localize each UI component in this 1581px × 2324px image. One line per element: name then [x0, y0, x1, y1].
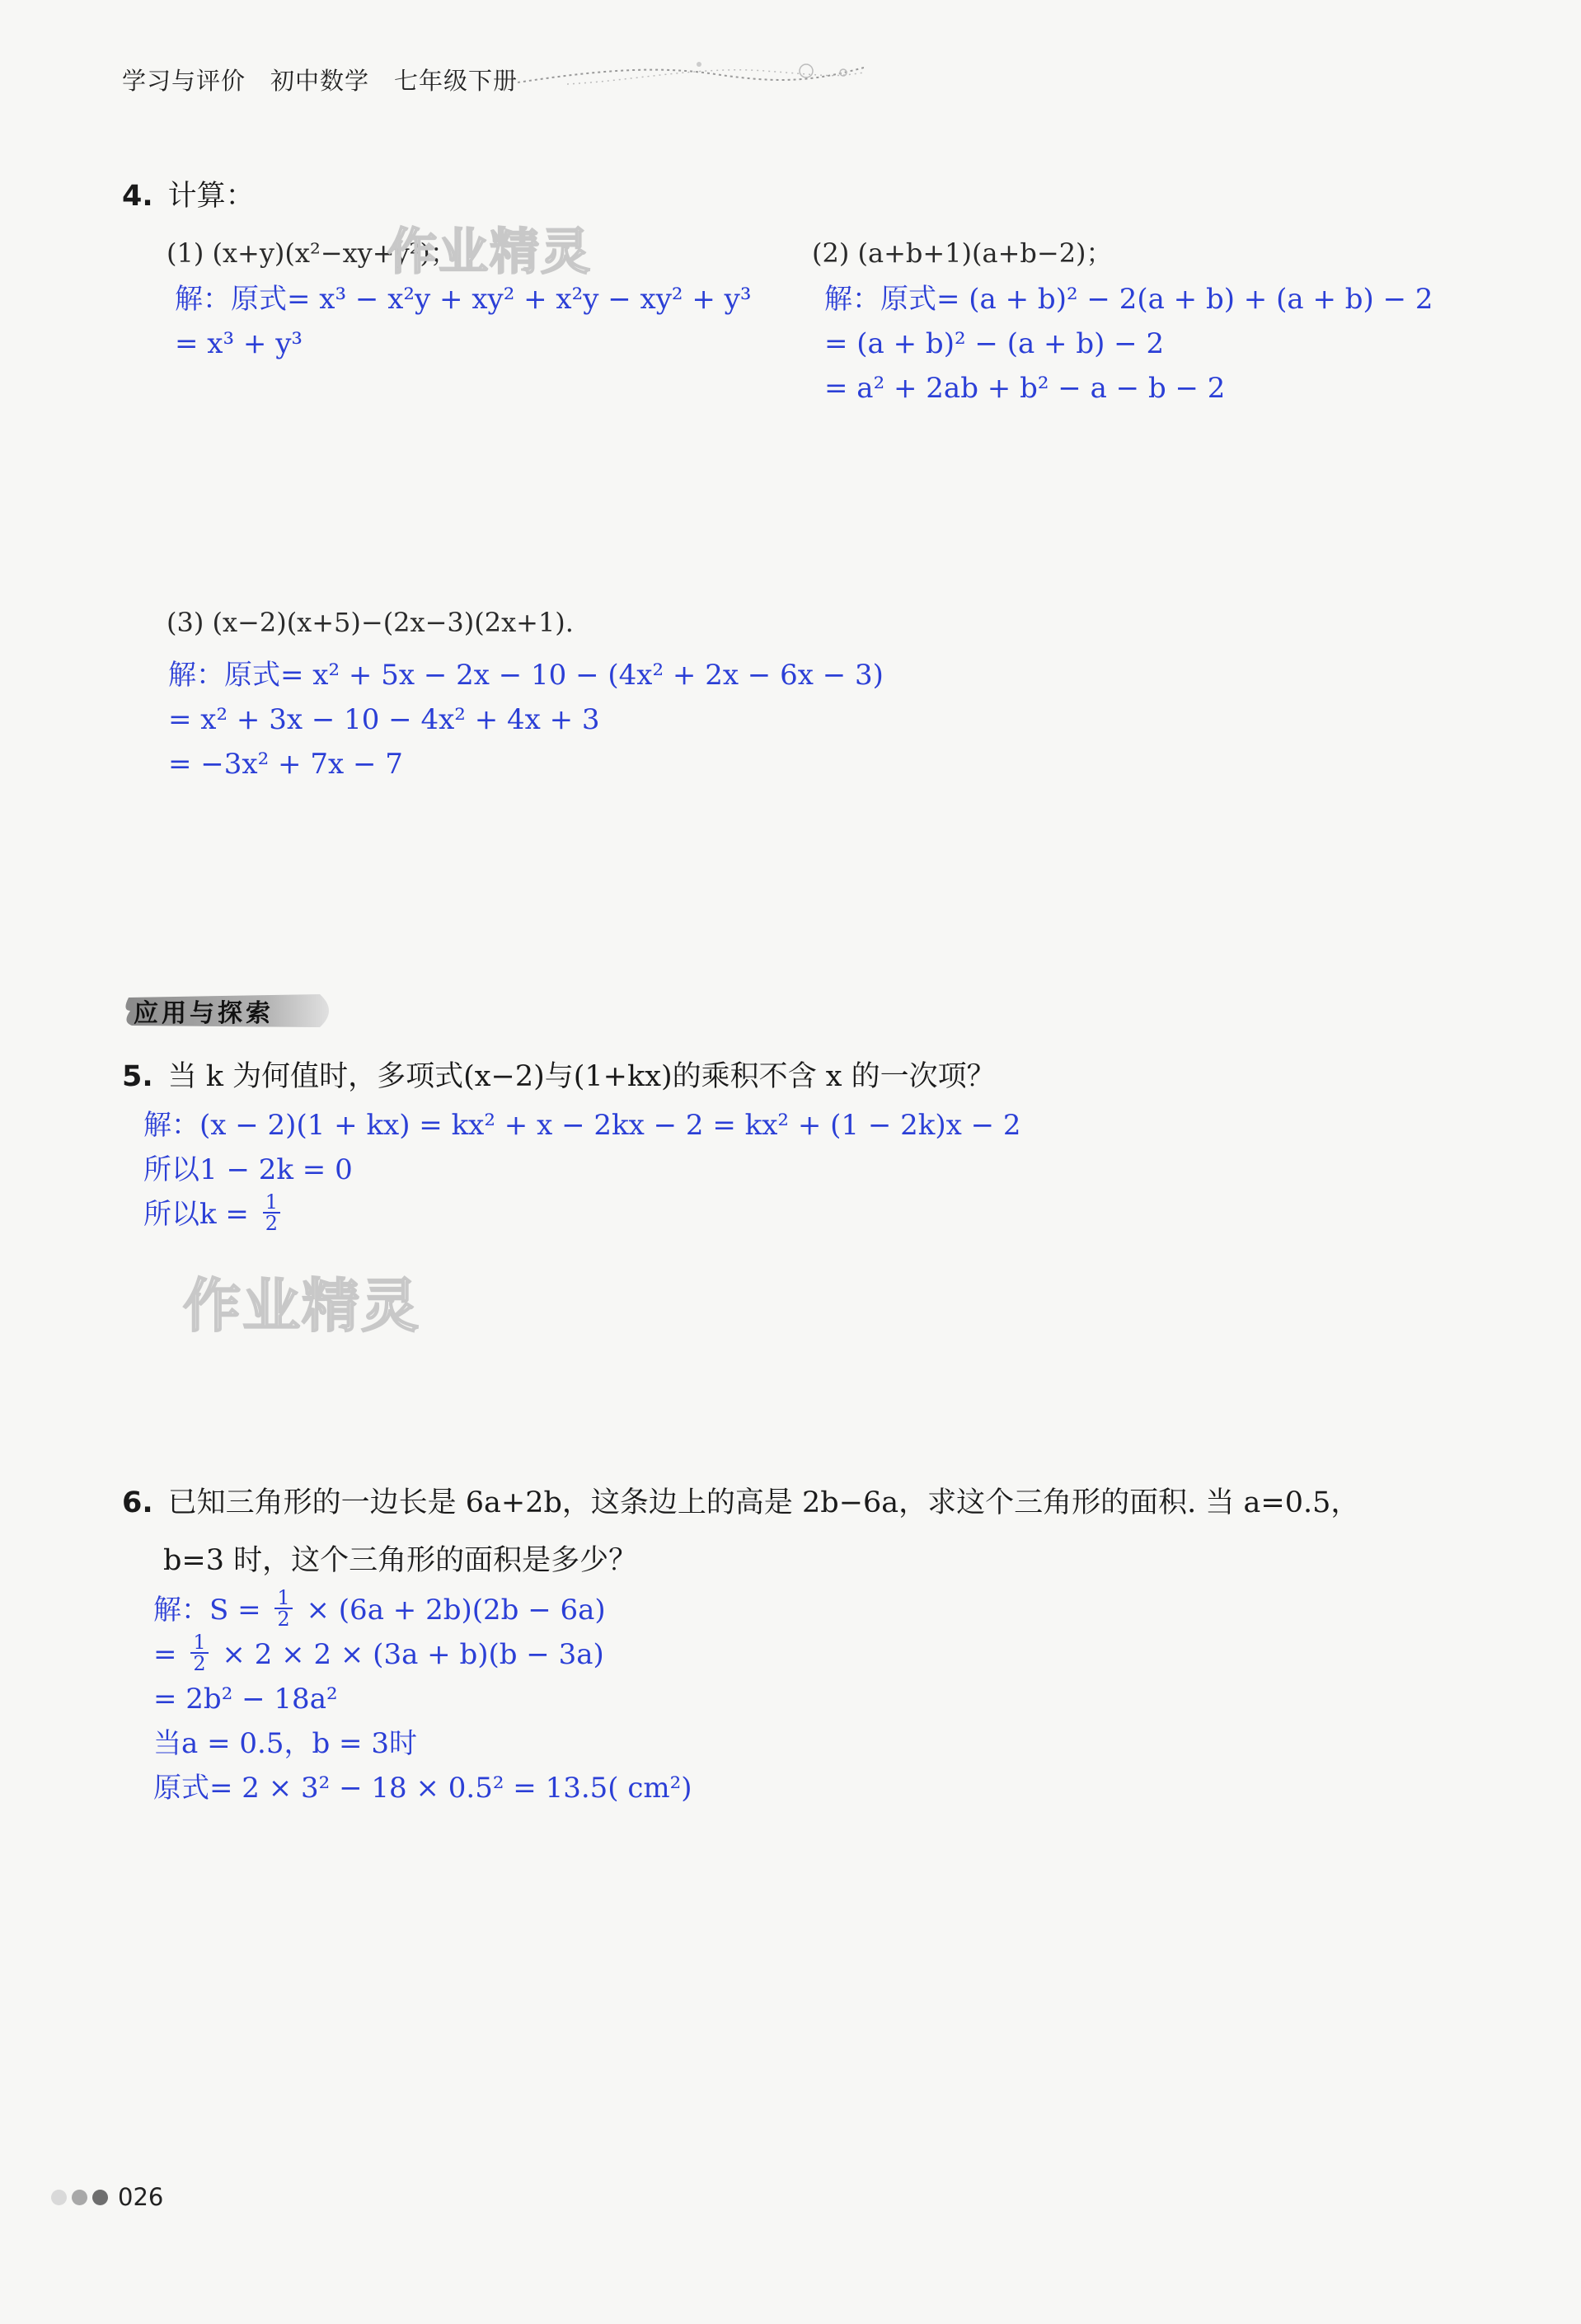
watermark: 作业精灵 — [387, 223, 592, 281]
answer-line — [153, 1588, 692, 1632]
problem-4-3: (3) (x−2)(x+5)−(2x−3)(2x+1). — [167, 607, 574, 638]
question-text: 当 k 为何值时，多项式(x−2)与(1+kx)的乘积不含 x 的一次项？ — [167, 1060, 996, 1093]
answer-text: × (6a + 2b)(2b − 6a) — [306, 1594, 606, 1627]
question-5 — [122, 1054, 996, 1095]
fraction — [190, 1632, 208, 1674]
fraction-numerator: 1 — [190, 1632, 208, 1654]
question-4 — [122, 173, 255, 214]
answer-line: = (a + b)² − (a + b) − 2 — [824, 327, 1165, 360]
page-number: 026 — [118, 2183, 164, 2211]
fraction-denominator: 2 — [265, 1212, 278, 1235]
answer-line — [143, 1192, 1021, 1237]
answer-line: = x² + 3x − 10 − 4x² + 4x + 3 — [168, 703, 600, 736]
answer-line — [153, 1632, 692, 1677]
decorative-dot — [92, 2190, 108, 2205]
answer-text: 解：S = — [153, 1594, 261, 1627]
answer-text: 所以k = — [143, 1198, 249, 1231]
fraction — [274, 1588, 292, 1629]
answer-line: 当a = 0.5，b = 3时 — [153, 1727, 417, 1760]
answer-line: 解：原式= (a + b)² − 2(a + b) + (a + b) − 2 — [824, 283, 1433, 316]
answer-line: 解：原式= x² + 5x − 2x − 10 − (4x² + 2x − 6x − 3) — [168, 659, 884, 692]
question-number: 5. — [122, 1060, 153, 1093]
answer-line: 所以1 − 2k = 0 — [143, 1153, 353, 1186]
answer-5 — [143, 1103, 1021, 1237]
header-title: 学习与评价 初中数学 七年级下册 — [122, 67, 518, 95]
answer-4-2 — [824, 277, 1433, 411]
question-number: 6. — [122, 1486, 153, 1519]
problem-4-1: (1) (x+y)(x²−xy+y²)； — [167, 237, 457, 269]
answer-line: = x³ + y³ — [175, 327, 303, 360]
answer-line: 原式= 2 × 3² − 18 × 0.5² = 13.5( cm²) — [153, 1772, 692, 1805]
question-6 — [122, 1480, 1359, 1521]
page-footer — [51, 2183, 163, 2211]
fraction — [263, 1192, 280, 1233]
question-number: 4. — [122, 180, 153, 213]
question-text: 已知三角形的一边长是 6a+2b，这条边上的高是 2b−6a，求这个三角形的面积. 当 a=0.5， — [167, 1486, 1360, 1519]
fraction-numerator: 1 — [263, 1192, 280, 1214]
answer-line: 解：(x − 2)(1 + kx) = kx² + x − 2kx − 2 = kx² + (1 − 2k)x − 2 — [143, 1109, 1021, 1142]
answer-4-1 — [175, 277, 752, 366]
problem-4-2: (2) (a+b+1)(a+b−2)； — [812, 237, 1113, 269]
section-title: 应用与探索 — [134, 999, 274, 1028]
question-6-cont: b=3 时，这个三角形的面积是多少？ — [163, 1544, 638, 1577]
answer-text: = — [153, 1638, 177, 1671]
question-text: 计算： — [167, 180, 255, 213]
watermark: 作业精灵 — [183, 1272, 420, 1340]
fraction-numerator: 1 — [274, 1588, 292, 1609]
decorative-dot — [72, 2190, 87, 2205]
header-decoration — [518, 48, 864, 97]
fraction-denominator: 2 — [193, 1652, 206, 1675]
decorative-dot — [51, 2190, 67, 2205]
answer-line: 解：原式= x³ − x²y + xy² + x²y − xy² + y³ — [175, 283, 752, 316]
answer-line: = 2b² − 18a² — [153, 1683, 338, 1716]
answer-line: = −3x² + 7x − 7 — [168, 748, 403, 781]
answer-4-3 — [168, 653, 884, 786]
fraction-denominator: 2 — [277, 1608, 290, 1631]
answer-text: × 2 × 2 × (3a + b)(b − 3a) — [222, 1638, 604, 1671]
answer-line: = a² + 2ab + b² − a − b − 2 — [824, 372, 1226, 405]
answer-6 — [153, 1588, 692, 1810]
